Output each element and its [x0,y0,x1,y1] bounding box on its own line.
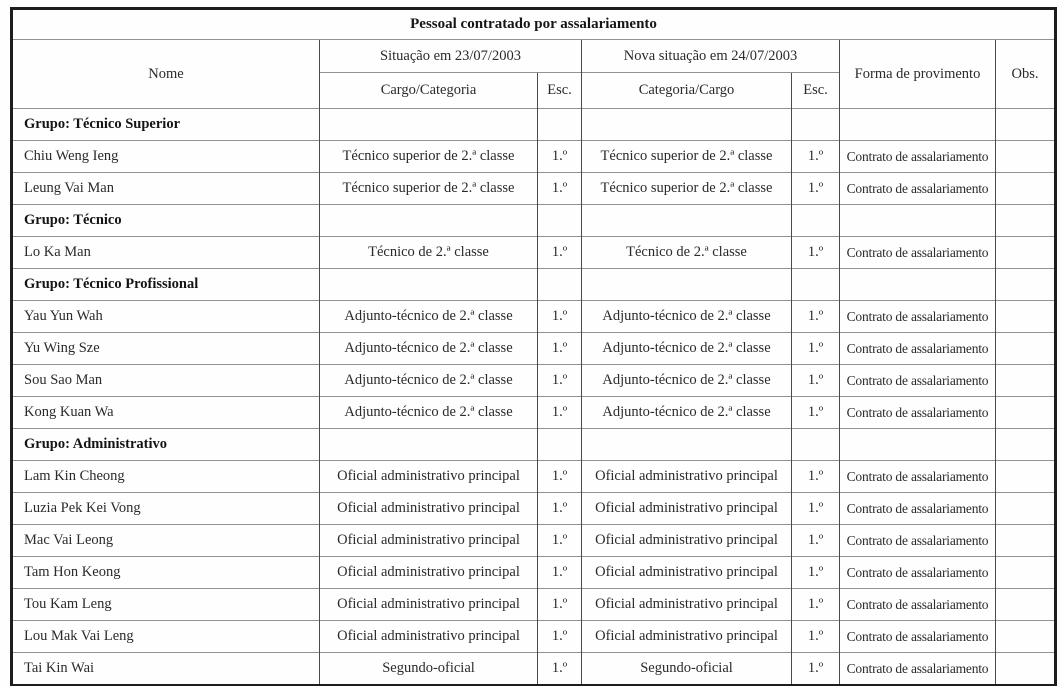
categoria-nova-cell: Oficial administrativo principal [582,621,792,653]
nome-cell: Lo Ka Man [12,237,320,269]
cargo-anterior-cell [320,269,538,301]
cargo-anterior-cell: Oficial administrativo principal [320,493,538,525]
cargo-anterior-cell [320,205,538,237]
esc-nova-cell [792,269,840,301]
obs-cell [996,589,1056,621]
categoria-nova-cell: Oficial administrativo principal [582,461,792,493]
obs-cell [996,621,1056,653]
column-header-obs: Obs. [996,40,1056,109]
group-label: Grupo: Administrativo [12,429,320,461]
obs-cell [996,557,1056,589]
forma-provimento-cell: Contrato de assalariamento [840,365,996,397]
nome-cell: Sou Sao Man [12,365,320,397]
forma-provimento-cell: Contrato de assalariamento [840,237,996,269]
table-row [12,525,1056,557]
nome-cell: Yau Yun Wah [12,301,320,333]
esc-nova-cell: 1.º [792,589,840,621]
esc-anterior-cell: 1.º [538,301,582,333]
forma-provimento-cell: Contrato de assalariamento [840,589,996,621]
obs-cell [996,205,1056,237]
forma-provimento-cell: Contrato de assalariamento [840,301,996,333]
cargo-anterior-cell: Técnico superior de 2.ª classe [320,173,538,205]
categoria-nova-cell: Oficial administrativo principal [582,493,792,525]
cargo-anterior-cell: Técnico superior de 2.ª classe [320,141,538,173]
column-header-esc-anterior: Esc. [538,73,582,109]
cargo-anterior-cell: Adjunto-técnico de 2.ª classe [320,301,538,333]
table-row [12,397,1056,429]
esc-nova-cell [792,109,840,141]
nome-cell: Tai Kin Wai [12,653,320,686]
page-title: Pessoal contratado por assalariamento [410,16,657,32]
categoria-nova-cell: Oficial administrativo principal [582,589,792,621]
group-row [12,205,1056,237]
table-row [12,301,1056,333]
esc-anterior-cell: 1.º [538,237,582,269]
cargo-anterior-cell: Oficial administrativo principal [320,589,538,621]
table-row [12,557,1056,589]
categoria-nova-cell: Técnico superior de 2.ª classe [582,173,792,205]
group-label: Grupo: Técnico [12,205,320,237]
esc-anterior-cell: 1.º [538,493,582,525]
esc-nova-cell: 1.º [792,397,840,429]
nome-cell: Lou Mak Vai Leng [12,621,320,653]
group-row [12,269,1056,301]
nome-cell: Luzia Pek Kei Vong [12,493,320,525]
cargo-anterior-cell: Segundo-oficial [320,653,538,686]
obs-cell [996,653,1056,686]
forma-provimento-cell: Contrato de assalariamento [840,397,996,429]
obs-cell [996,461,1056,493]
esc-nova-cell [792,429,840,461]
group-row [12,109,1056,141]
column-header-esc-nova: Esc. [792,73,840,109]
forma-provimento-cell: Contrato de assalariamento [840,173,996,205]
table-row [12,621,1056,653]
column-header-forma-provimento: Forma de provimento [840,40,996,109]
esc-nova-cell [792,205,840,237]
esc-anterior-cell: 1.º [538,621,582,653]
group-row [12,429,1056,461]
forma-provimento-cell: Contrato de assalariamento [840,493,996,525]
categoria-nova-cell: Segundo-oficial [582,653,792,686]
forma-provimento-cell [840,269,996,301]
cargo-anterior-cell: Oficial administrativo principal [320,461,538,493]
table-row [12,653,1056,686]
forma-provimento-cell: Contrato de assalariamento [840,557,996,589]
esc-nova-cell: 1.º [792,557,840,589]
header-row-1 [12,40,1056,73]
categoria-nova-cell [582,109,792,141]
categoria-nova-cell: Oficial administrativo principal [582,525,792,557]
categoria-nova-cell: Adjunto-técnico de 2.ª classe [582,301,792,333]
table-row [12,589,1056,621]
esc-anterior-cell: 1.º [538,557,582,589]
table-row [12,141,1056,173]
obs-cell [996,301,1056,333]
categoria-nova-cell: Técnico de 2.ª classe [582,237,792,269]
esc-nova-cell: 1.º [792,173,840,205]
group-label: Grupo: Técnico Profissional [12,269,320,301]
esc-anterior-cell: 1.º [538,397,582,429]
cargo-anterior-cell: Adjunto-técnico de 2.ª classe [320,365,538,397]
esc-anterior-cell [538,429,582,461]
esc-anterior-cell: 1.º [538,173,582,205]
cargo-anterior-cell [320,109,538,141]
esc-nova-cell: 1.º [792,333,840,365]
cargo-anterior-cell: Adjunto-técnico de 2.ª classe [320,397,538,429]
column-header-categoria-cargo: Categoria/Cargo [582,73,792,109]
table-row [12,461,1056,493]
column-header-cargo-categoria: Cargo/Categoria [320,73,538,109]
esc-anterior-cell: 1.º [538,141,582,173]
cargo-anterior-cell: Oficial administrativo principal [320,621,538,653]
esc-anterior-cell: 1.º [538,525,582,557]
esc-anterior-cell [538,205,582,237]
forma-provimento-cell: Contrato de assalariamento [840,621,996,653]
nome-cell: Lam Kin Cheong [12,461,320,493]
esc-nova-cell: 1.º [792,653,840,686]
column-header-situacao-anterior: Situação em 23/07/2003 [320,40,582,73]
personnel-table [10,7,1057,686]
esc-anterior-cell [538,109,582,141]
esc-nova-cell: 1.º [792,141,840,173]
table-row [12,493,1056,525]
esc-nova-cell: 1.º [792,621,840,653]
obs-cell [996,237,1056,269]
obs-cell [996,269,1056,301]
nome-cell: Leung Vai Man [12,173,320,205]
esc-anterior-cell: 1.º [538,333,582,365]
esc-anterior-cell [538,269,582,301]
nome-cell: Kong Kuan Wa [12,397,320,429]
table-row [12,173,1056,205]
table-row [12,237,1056,269]
esc-nova-cell: 1.º [792,301,840,333]
forma-provimento-cell [840,109,996,141]
table-row [12,333,1056,365]
obs-cell [996,525,1056,557]
forma-provimento-cell [840,429,996,461]
categoria-nova-cell: Adjunto-técnico de 2.ª classe [582,333,792,365]
cargo-anterior-cell: Adjunto-técnico de 2.ª classe [320,333,538,365]
obs-cell [996,493,1056,525]
esc-nova-cell: 1.º [792,461,840,493]
esc-nova-cell: 1.º [792,525,840,557]
cargo-anterior-cell [320,429,538,461]
forma-provimento-cell: Contrato de assalariamento [840,333,996,365]
categoria-nova-cell [582,269,792,301]
nome-cell: Chiu Weng Ieng [12,141,320,173]
forma-provimento-cell: Contrato de assalariamento [840,525,996,557]
table-body [12,109,1056,686]
obs-cell [996,141,1056,173]
esc-anterior-cell: 1.º [538,589,582,621]
forma-provimento-cell: Contrato de assalariamento [840,461,996,493]
categoria-nova-cell: Oficial administrativo principal [582,557,792,589]
categoria-nova-cell: Adjunto-técnico de 2.ª classe [582,397,792,429]
obs-cell [996,365,1056,397]
nome-cell: Tou Kam Leng [12,589,320,621]
esc-anterior-cell: 1.º [538,461,582,493]
cargo-anterior-cell: Oficial administrativo principal [320,557,538,589]
obs-cell [996,333,1056,365]
forma-provimento-cell: Contrato de assalariamento [840,141,996,173]
categoria-nova-cell [582,429,792,461]
nome-cell: Mac Vai Leong [12,525,320,557]
table-header [12,9,1056,109]
obs-cell [996,429,1056,461]
obs-cell [996,109,1056,141]
forma-provimento-cell: Contrato de assalariamento [840,653,996,686]
categoria-nova-cell: Técnico superior de 2.ª classe [582,141,792,173]
nome-cell: Yu Wing Sze [12,333,320,365]
categoria-nova-cell: Adjunto-técnico de 2.ª classe [582,365,792,397]
forma-provimento-cell [840,205,996,237]
cargo-anterior-cell: Técnico de 2.ª classe [320,237,538,269]
group-label: Grupo: Técnico Superior [12,109,320,141]
column-header-nova-situacao: Nova situação em 24/07/2003 [582,40,840,73]
title-row [12,9,1056,40]
cargo-anterior-cell: Oficial administrativo principal [320,525,538,557]
esc-nova-cell: 1.º [792,237,840,269]
obs-cell [996,173,1056,205]
esc-anterior-cell: 1.º [538,365,582,397]
esc-anterior-cell: 1.º [538,653,582,686]
esc-nova-cell: 1.º [792,365,840,397]
table-row [12,365,1056,397]
obs-cell [996,397,1056,429]
categoria-nova-cell [582,205,792,237]
column-header-nome: Nome [12,40,320,109]
esc-nova-cell: 1.º [792,493,840,525]
nome-cell: Tam Hon Keong [12,557,320,589]
